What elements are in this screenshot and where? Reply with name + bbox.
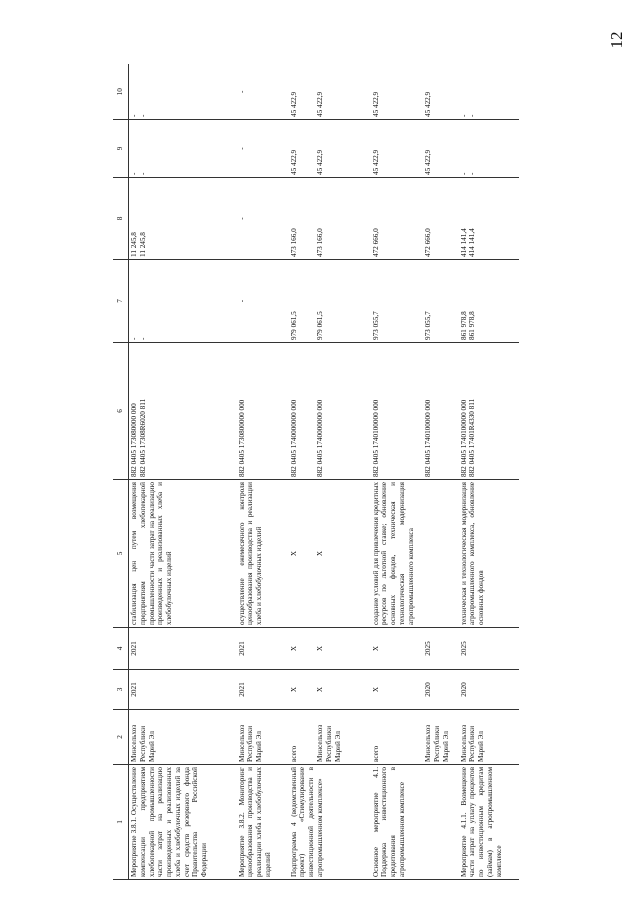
header-cell: 3: [113, 670, 129, 710]
col9-values: [237, 120, 289, 178]
value: 11 245,8: [130, 232, 138, 257]
value: -: [237, 217, 246, 220]
col7-values: [237, 260, 289, 343]
start-year: 2021: [237, 670, 289, 710]
executor-ministry: Минсельхоз Республики Марий Эл: [316, 724, 342, 762]
expected-result: стабилизация цен путем возмещения предприятиям хлебопекарной промышленности части затрат на реализацию произведенных и реализованных хлеба и хлебобулочных изделий: [129, 480, 237, 628]
end-year: 2021: [129, 628, 237, 670]
budget-code: 882 0405 17308R6020 811: [138, 398, 147, 477]
executor: Минсельхоз Республики Марий Эл: [129, 710, 237, 765]
value: 2020: [424, 682, 433, 697]
col10-values: [459, 65, 519, 120]
col8-values: [371, 178, 459, 260]
header-cell: 7: [113, 260, 129, 343]
budget-codes: [371, 343, 459, 480]
header-cell: 9: [113, 120, 129, 178]
value: Х: [316, 645, 325, 652]
value: -: [130, 114, 138, 117]
page-number: 12: [607, 31, 626, 49]
header-cell: 1: [113, 765, 129, 880]
header-cell: 5: [113, 480, 129, 628]
col10-values: [237, 65, 289, 120]
executor-total: всего: [371, 745, 380, 762]
end-year: [289, 628, 371, 670]
value: Х: [289, 645, 298, 652]
start-year: [371, 670, 459, 710]
budget-codes: [289, 343, 371, 480]
value: 861 978,8: [468, 311, 477, 340]
value: 45 422,9: [371, 149, 380, 175]
value: 45 422,9: [316, 149, 325, 175]
executor-total: всего: [289, 745, 298, 762]
budget-code: 882 0405 1740000000 000: [289, 399, 298, 477]
activity-name: Основное мероприятие 4.1. Поддержка инвестиционного кредитования в агропромышленном комплексе: [371, 765, 459, 880]
value: 973 055,7: [371, 311, 380, 340]
start-year: [289, 670, 371, 710]
col9-values: [459, 120, 519, 178]
table-row: [237, 65, 289, 880]
value: 979 061,5: [289, 311, 298, 340]
value: 973 055,7: [424, 311, 433, 340]
value: 473 166,0: [316, 228, 325, 257]
value: 45 422,9: [316, 91, 325, 117]
value: Х: [316, 550, 325, 557]
value: -: [138, 172, 147, 175]
col8-values: [459, 178, 519, 260]
col9-values: [289, 120, 371, 178]
table-row: [129, 65, 237, 880]
end-year: [371, 628, 459, 670]
value: 472 666,0: [424, 228, 433, 257]
activity-name: Мероприятие 4.1.1. Возмещение части затрат на уплату процентов по инвестиционным кредитам (займам) в агропромышленном комплексе: [459, 765, 519, 880]
value: 45 422,9: [289, 149, 298, 175]
col7-values: [129, 260, 237, 343]
value: -: [138, 337, 147, 340]
expected-result: создание условий для привлечения кредитных ресурсов по льготной ставке; обновление основных фондов, техническая и технологическая модернизация агропромышленного комплекса: [371, 480, 459, 628]
col9-values: [129, 120, 237, 178]
budget-code: 882 0405 1730800000 000: [237, 399, 246, 477]
value: 2025: [424, 641, 433, 656]
value: 472 666,0: [371, 228, 380, 257]
value: Х: [316, 686, 325, 693]
value: 414 141,4: [459, 228, 468, 257]
budget-code: 882 0405 17401R4330 811: [468, 398, 477, 477]
value: Х: [289, 550, 298, 557]
start-year: 2021: [129, 670, 237, 710]
value: 11 245,8: [138, 232, 147, 257]
budget-codes: [237, 343, 289, 480]
col10-values: [289, 65, 371, 120]
value: 979 061,5: [316, 311, 325, 340]
value: -: [459, 172, 468, 175]
header-cell: 6: [113, 343, 129, 480]
activity-name: Мероприятие 3.8.2. Мониторинг ценообразования производства и реализации хлеба и хлебобулочных изделий: [237, 765, 289, 880]
header-cell: 4: [113, 628, 129, 670]
col7-values: [459, 260, 519, 343]
value: -: [237, 147, 246, 150]
value: -: [459, 114, 468, 117]
executor: [289, 710, 371, 765]
activity-name: Подпрограмма 4 (ведомственный проект) «Стимулирование инвестиционной деятельности в агропромышленном комплексе»: [289, 765, 371, 880]
col8-values: [289, 178, 371, 260]
value: -: [130, 337, 138, 340]
value: Х: [371, 686, 380, 693]
start-year: 2020: [459, 670, 519, 710]
budget-codes: [459, 343, 519, 480]
col9-values: [371, 120, 459, 178]
value: 861 978,8: [459, 311, 468, 340]
header-cell: 2: [113, 710, 129, 765]
col8-values: [237, 178, 289, 260]
executor-ministry: Минсельхоз Республики Марий Эл: [424, 724, 450, 762]
end-year: 2021: [237, 628, 289, 670]
expected-result: [289, 480, 371, 628]
value: -: [237, 299, 246, 303]
value: 45 422,9: [289, 91, 298, 117]
value: 45 422,9: [371, 91, 380, 117]
activity-name: Мероприятие 3.8.1. Осуществление компенсации предприятиям хлебопекарной промышленности части затрат на реализацию произведенных и реализованных хлеба и хлебобулочных изделий за счет средств резервного фонда Правительства Российской Федерации: [129, 765, 237, 880]
col7-values: [371, 260, 459, 343]
value: -: [468, 114, 477, 117]
expected-result: осуществление ежемесячного контроля ценообразования производства и реализации хлеба и хлебобулочных изделий: [237, 480, 289, 628]
value: -: [237, 90, 246, 93]
value: -: [468, 172, 477, 175]
value: -: [138, 114, 147, 117]
budget-codes: [129, 343, 237, 480]
value: -: [130, 172, 138, 175]
executor: [371, 710, 459, 765]
budget-code: 882 0405 1740100000 000: [459, 399, 468, 477]
end-year: 2025: [459, 628, 519, 670]
expected-result: техническая и технологическая модернизация агропромышленного комплекса, обновление основных фондов: [459, 480, 519, 628]
budget-code: 882 0405 1740000000 000: [316, 399, 325, 477]
executor: Минсельхоз Республики Марий Эл: [459, 710, 519, 765]
header-cell: 10: [113, 65, 129, 120]
table-row: [371, 65, 459, 880]
executor: Минсельхоз Республики Марий Эл: [237, 710, 289, 765]
value: Х: [371, 645, 380, 652]
rotated-table-wrapper: [113, 65, 603, 880]
value: 45 422,9: [424, 91, 433, 117]
value: 45 422,9: [424, 149, 433, 175]
value: Х: [289, 686, 298, 693]
table-row: [459, 65, 519, 880]
header-row: [113, 65, 129, 880]
value: 414 141,4: [468, 228, 477, 257]
budget-code: 882 0405 1740100000 000: [424, 399, 433, 477]
header-cell: 8: [113, 178, 129, 260]
col7-values: [289, 260, 371, 343]
col10-values: [371, 65, 459, 120]
budget-code: 882 0405 1740100000 000: [371, 399, 380, 477]
value: 473 166,0: [289, 228, 298, 257]
table-row: [289, 65, 371, 880]
col10-values: [129, 65, 237, 120]
budget-code: 882 0405 173080000 000: [130, 403, 138, 477]
col8-values: [129, 178, 237, 260]
program-table: [113, 65, 519, 881]
